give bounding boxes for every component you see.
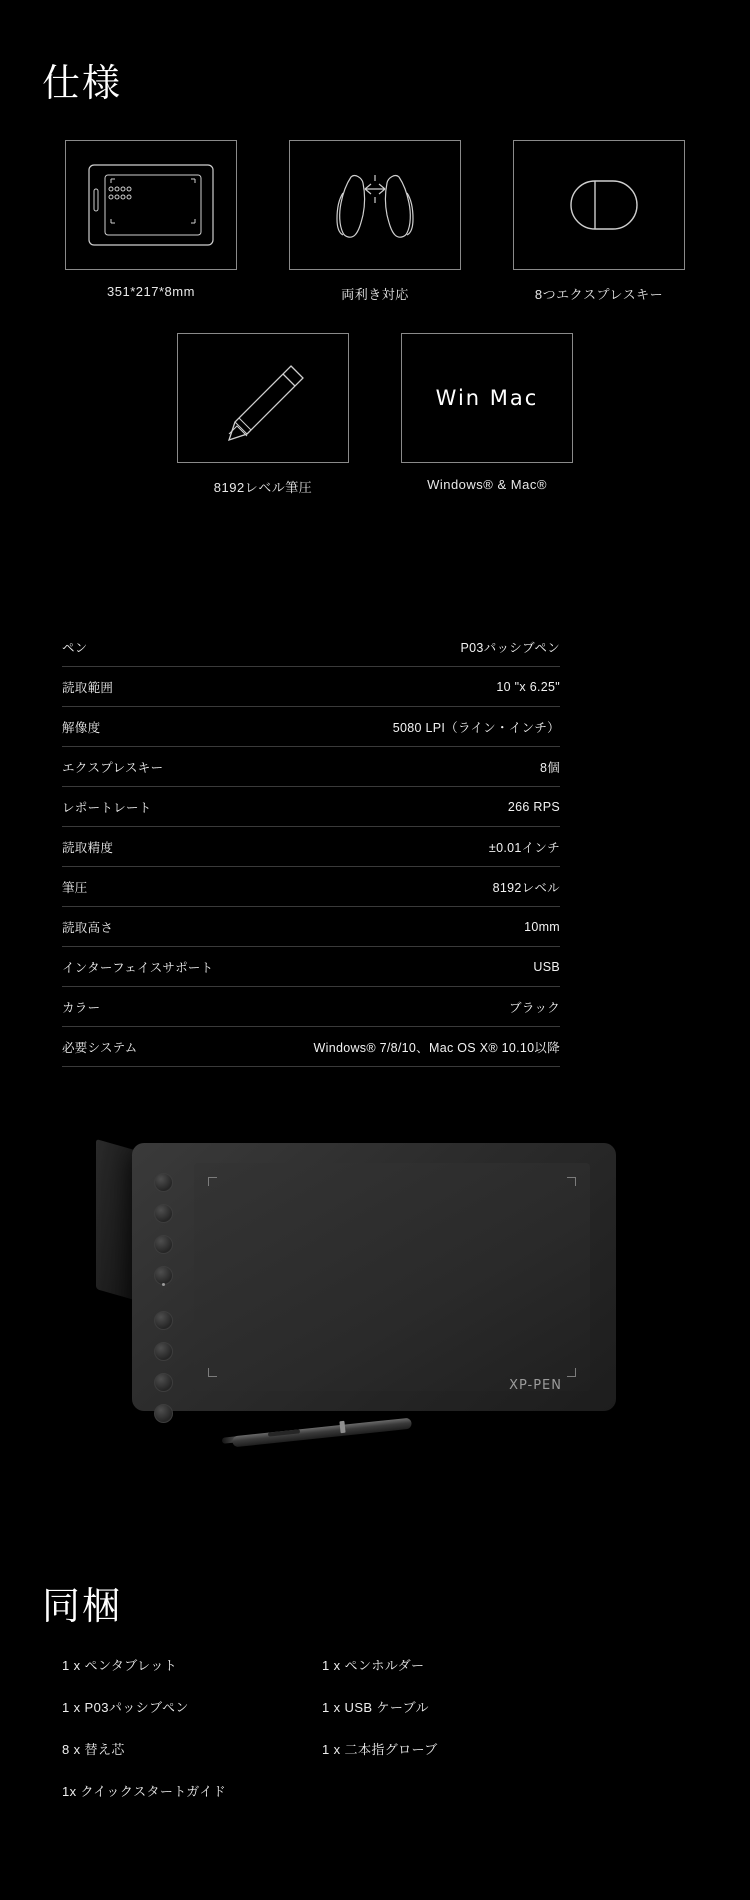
table-row — [62, 947, 560, 987]
table-row — [62, 1027, 560, 1067]
bundle-column-left — [62, 1655, 312, 1800]
table-row — [62, 787, 560, 827]
spec-label: 読取精度 — [62, 841, 114, 855]
spec-value: Windows® 7/8/10、Mac OS X® 10.10以降 — [313, 1041, 560, 1055]
express-key — [154, 1235, 173, 1254]
corner-mark-icon — [567, 1177, 576, 1186]
feature-icon-row-1 — [0, 140, 750, 303]
feature-icon-grid — [0, 140, 750, 496]
express-key — [154, 1204, 173, 1223]
table-row — [62, 827, 560, 867]
pen-pressure-icon — [177, 333, 349, 463]
stylus-pen — [232, 1418, 412, 1448]
express-key — [154, 1311, 173, 1330]
feature-cell-both-hands — [289, 140, 461, 303]
bundle-list — [62, 1655, 622, 1800]
spec-label: 読取高さ — [62, 921, 114, 935]
spec-value: P03パッシブペン — [460, 641, 560, 655]
list-item: 8 x 替え芯 — [62, 1742, 125, 1757]
stylus-band — [339, 1421, 345, 1433]
page-title-bundle: 同梱 — [42, 1586, 123, 1628]
corner-mark-icon — [208, 1368, 217, 1377]
brand-logo: XP-PEN — [509, 1378, 562, 1393]
feature-caption: 両利き対応 — [341, 287, 409, 302]
spec-value: 10 "x 6.25" — [496, 680, 560, 694]
express-key — [154, 1173, 173, 1192]
tablet-active-area — [194, 1163, 590, 1391]
list-item: 1 x ペンタブレット — [62, 1658, 178, 1673]
feature-caption: 351*217*8mm — [107, 284, 195, 299]
tablet-size-icon — [65, 140, 237, 270]
tablet-express-keys — [154, 1173, 173, 1423]
feature-cell-pen-pressure — [177, 333, 349, 496]
spec-label: レポートレート — [62, 801, 152, 815]
corner-mark-icon — [208, 1177, 217, 1186]
spec-value: 10mm — [524, 920, 560, 934]
bundle-column-right — [322, 1655, 572, 1800]
spec-value: ±0.01インチ — [488, 841, 560, 855]
spec-label: 筆圧 — [62, 881, 88, 895]
express-key — [154, 1404, 173, 1423]
table-row — [62, 707, 560, 747]
express-key — [154, 1342, 173, 1361]
list-item: 1 x USB ケーブル — [322, 1700, 429, 1715]
spec-label: エクスプレスキー — [62, 761, 164, 775]
list-item: 1 x P03パッシブペン — [62, 1700, 189, 1715]
feature-cell-os-support — [401, 333, 573, 496]
list-item: 1 x 二本指グローブ — [322, 1742, 438, 1757]
spec-label: 必要システム — [62, 1041, 138, 1055]
spec-value: 5080 LPI（ライン・インチ） — [392, 721, 560, 735]
feature-cell-tablet-size — [65, 140, 237, 303]
list-item: 1x クイックスタートガイド — [62, 1784, 227, 1799]
feature-caption: 8192レベル筆圧 — [213, 480, 313, 495]
feature-cell-express-keys — [513, 140, 685, 303]
spec-label: 解像度 — [62, 721, 101, 735]
table-row — [62, 627, 560, 667]
express-key — [154, 1373, 173, 1392]
express-keys-icon — [513, 140, 685, 270]
feature-icon-row-2 — [0, 333, 750, 496]
spec-label: ペン — [62, 641, 88, 655]
spec-label: インターフェイスサポート — [62, 961, 214, 975]
spec-value: USB — [533, 960, 560, 974]
spec-label: カラー — [62, 1001, 101, 1015]
feature-caption: 8つエクスプレスキー — [534, 287, 664, 302]
page-title-spec: 仕様 — [42, 63, 123, 105]
status-led — [162, 1283, 165, 1286]
product-image — [0, 1125, 750, 1525]
table-row — [62, 867, 560, 907]
spec-label: 読取範囲 — [62, 681, 114, 695]
table-row — [62, 987, 560, 1027]
table-row — [62, 667, 560, 707]
tablet-device — [132, 1143, 616, 1411]
spec-value: 8個 — [539, 761, 560, 775]
feature-caption: Windows® & Mac® — [427, 477, 547, 492]
os-support-badge: Win Mac — [435, 386, 539, 410]
spec-value: 266 RPS — [507, 800, 560, 814]
spec-table — [62, 627, 560, 1067]
both-hands-icon — [289, 140, 461, 270]
corner-mark-icon — [567, 1368, 576, 1377]
table-row — [62, 907, 560, 947]
os-support-icon — [401, 333, 573, 463]
spec-value: ブラック — [509, 1001, 560, 1015]
list-item: 1 x ペンホルダー — [322, 1658, 425, 1673]
spec-value: 8192レベル — [492, 881, 560, 895]
table-row — [62, 747, 560, 787]
